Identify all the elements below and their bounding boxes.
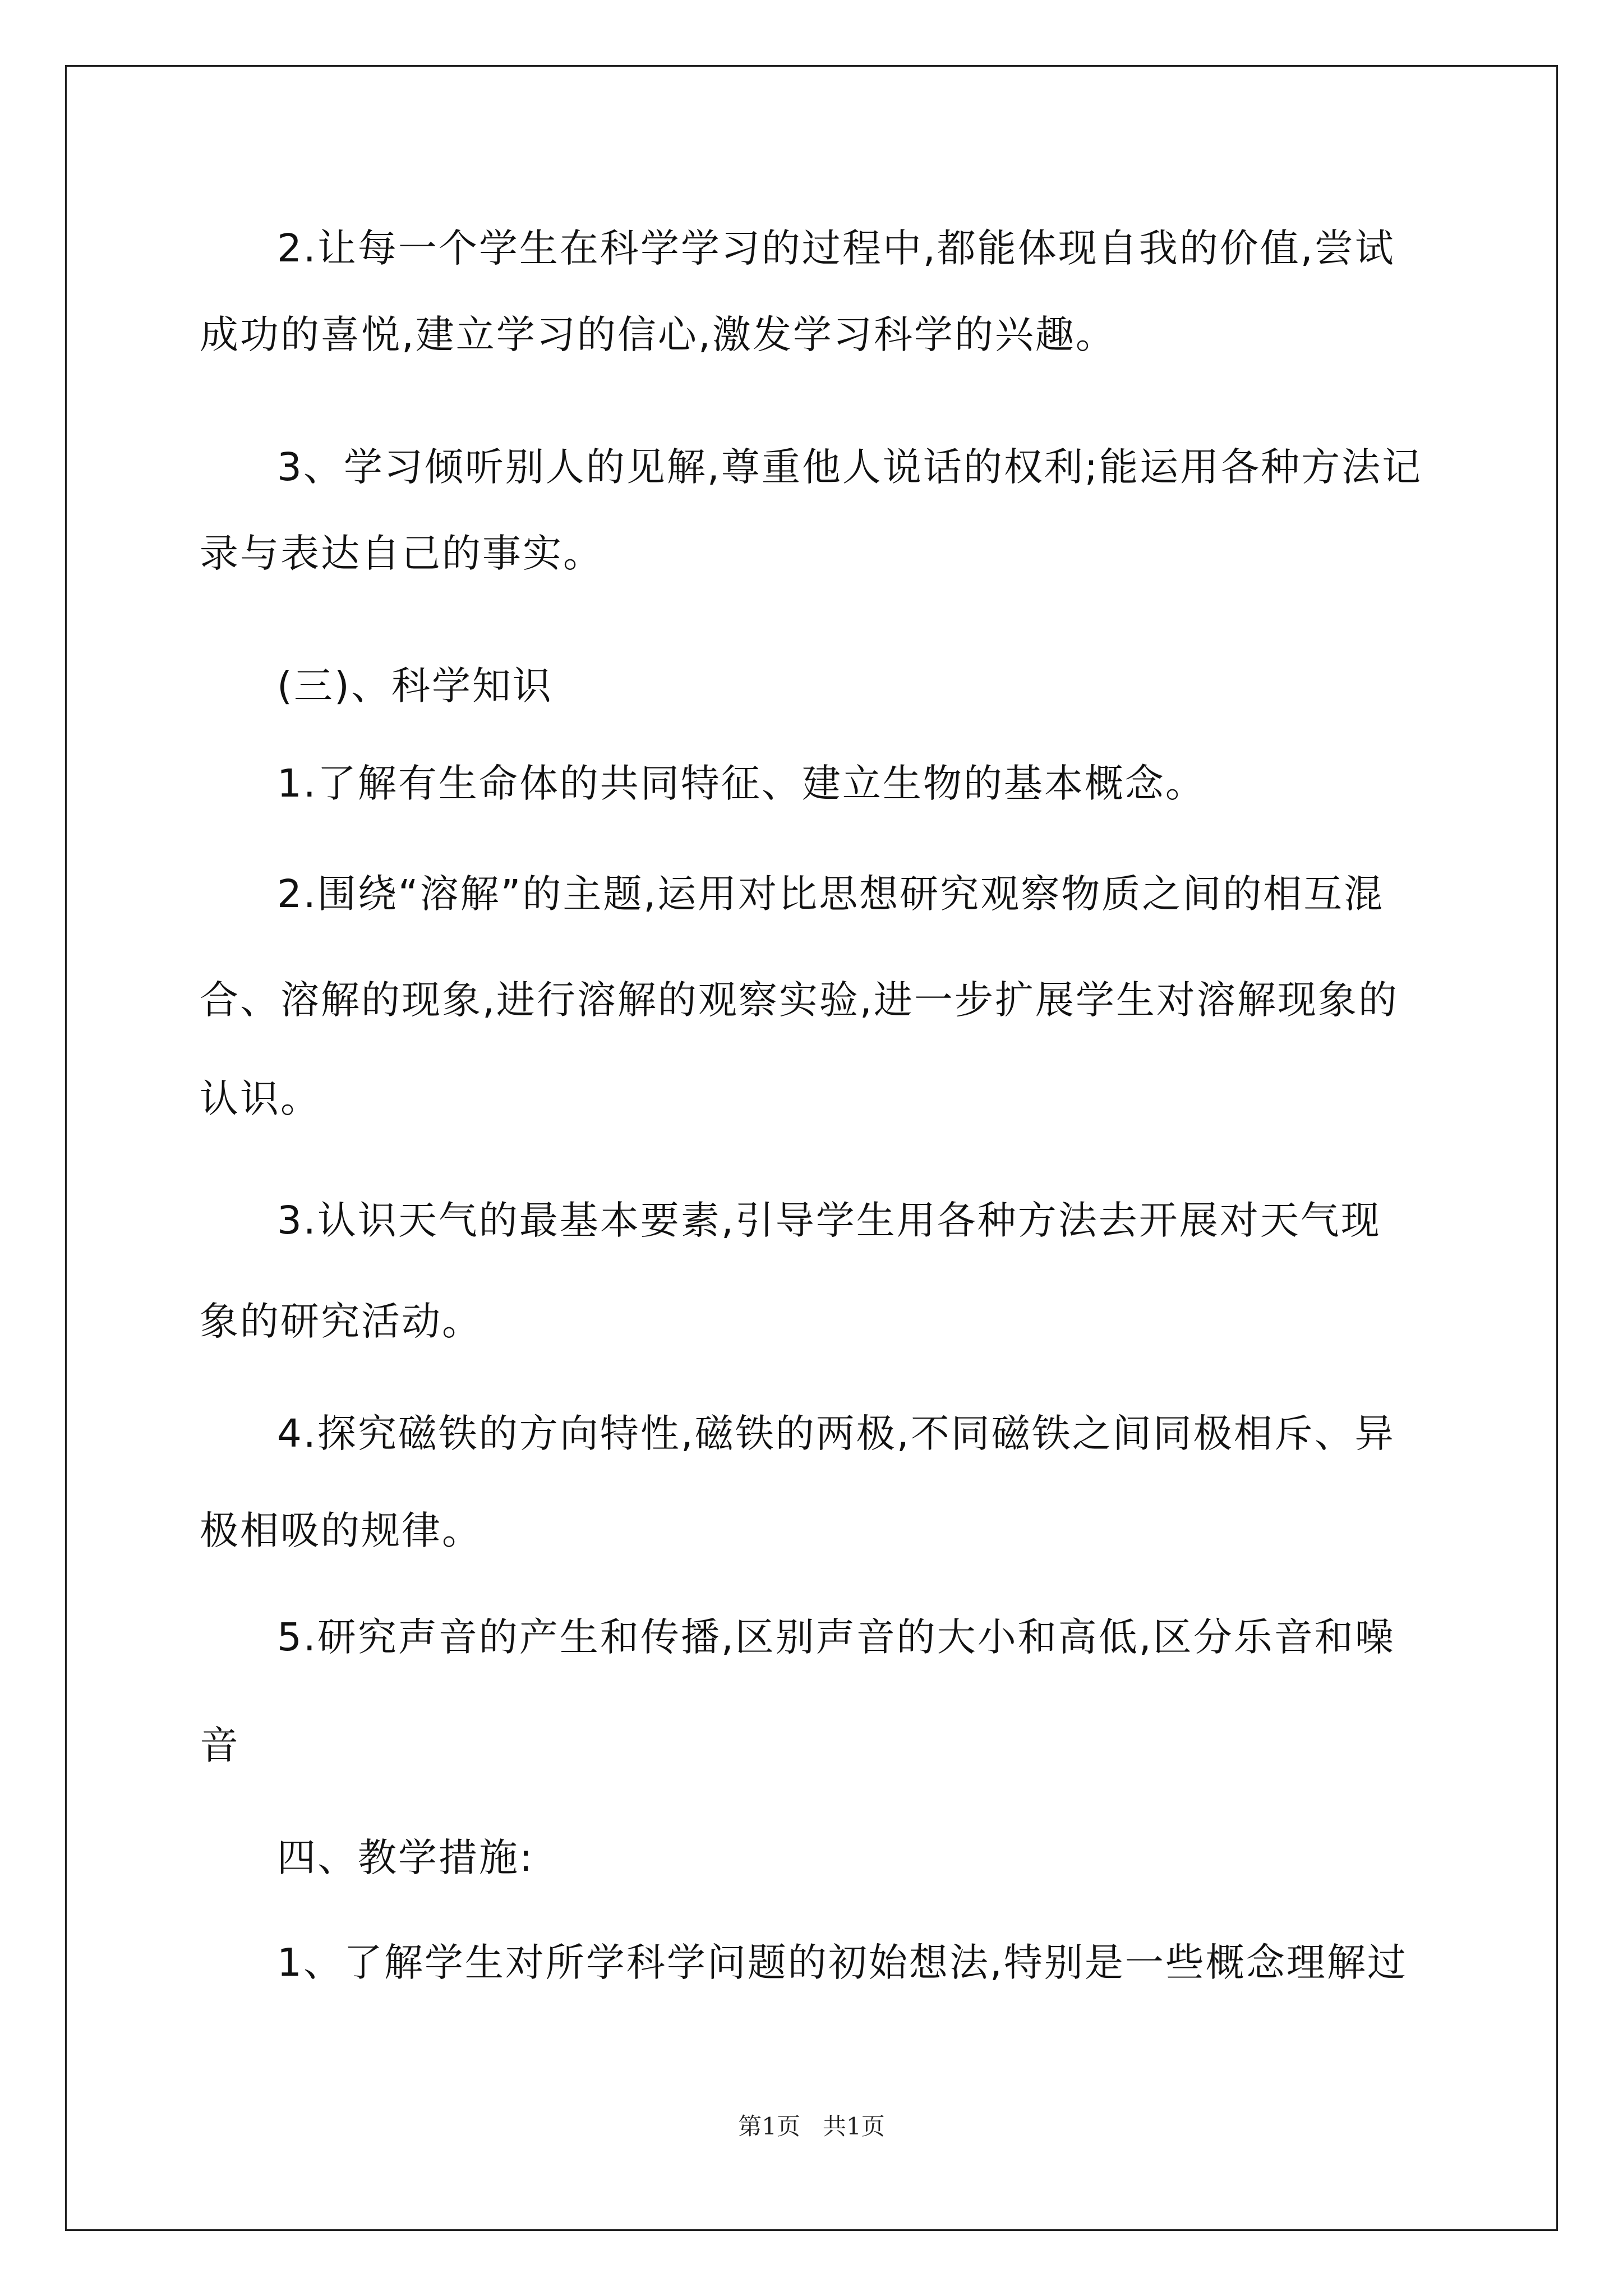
body-line: 5.研究声音的产生和传播,区别声音的大小和高低,区分乐音和噪 [277,1615,1395,1660]
section-heading: 四、教学措施: [277,1835,534,1880]
body-line: 2.围绕“溶解”的主题,运用对比思想研究观察物质之间的相互混 [277,872,1385,917]
body-line: 成功的喜悦,建立学习的信心,激发学习科学的兴趣。 [200,312,1116,357]
body-line: 音 [200,1723,240,1768]
section-heading: (三)、科学知识 [277,664,553,708]
page-border [65,65,1558,2231]
body-line: 3.认识天气的最基本要素,引导学生用各种方法去开展对天气现 [277,1198,1381,1243]
body-line: 认识。 [200,1076,321,1121]
page-number-footer: 第1页 共1页 [738,2113,885,2140]
body-line: 极相吸的规律。 [200,1508,482,1553]
body-line: 1.了解有生命体的共同特征、建立生物的基本概念。 [277,761,1206,806]
body-line: 3、学习倾听别人的见解,尊重他人说话的权利;能运用各种方法记 [277,445,1423,490]
body-line: 录与表达自己的事实。 [200,531,603,576]
body-line: 2.让每一个学生在科学学习的过程中,都能体现自我的价值,尝试 [277,226,1395,271]
body-line: 合、溶解的现象,进行溶解的观察实验,进一步扩展学生对溶解现象的 [200,978,1399,1023]
body-line: 4.探究磁铁的方向特性,磁铁的两极,不同磁铁之间同极相斥、异 [277,1411,1395,1456]
body-line: 象的研究活动。 [200,1299,482,1344]
body-line: 1、了解学生对所学科学问题的初始想法,特别是一些概念理解过 [277,1940,1408,1985]
